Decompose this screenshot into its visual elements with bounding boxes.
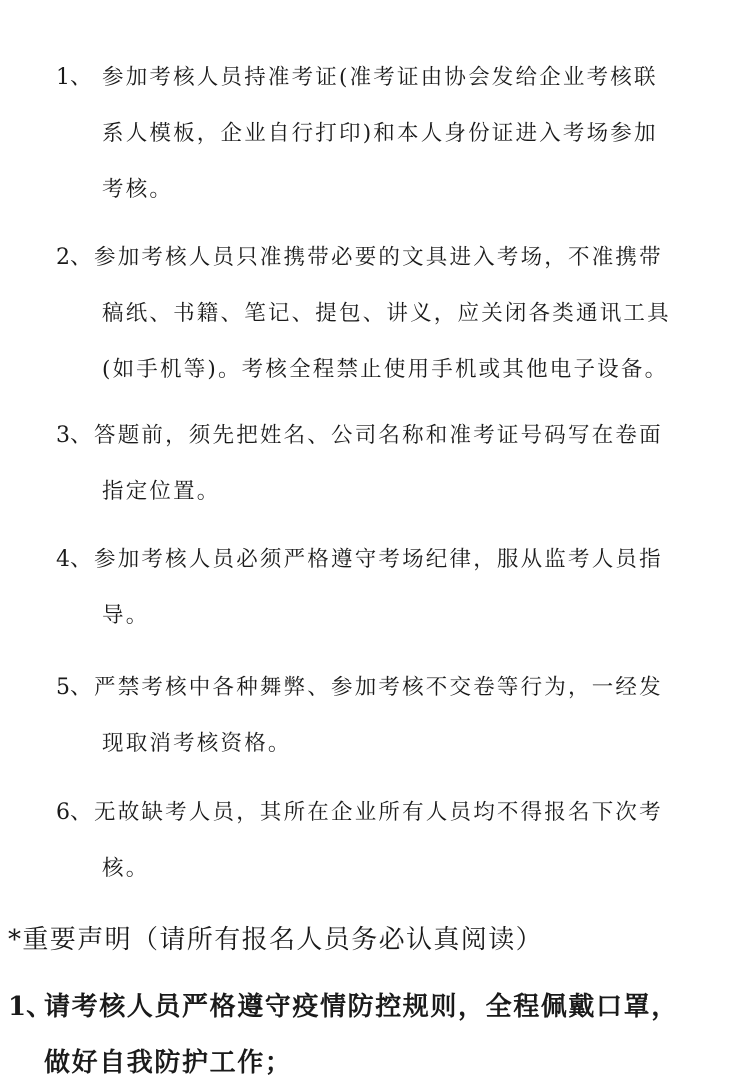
- rule-line: 参加考核人员持准考证(准考证由协会发给企业考核联: [102, 65, 658, 90]
- rule-text: [94, 532, 722, 644]
- rule-line: 系人模板，企业自行打印)和本人身份证进入考场参加: [102, 121, 658, 146]
- rule-line: 参加考核人员必须严格遵守考场纪律，服从监考人员指: [94, 547, 663, 572]
- rule-number: 6、: [56, 800, 92, 825]
- rule-line: 指定位置。: [102, 479, 221, 504]
- rule-line: 考核。: [102, 177, 174, 202]
- statement-item-1: [8, 979, 728, 1091]
- rule-text: [94, 230, 722, 398]
- statement-text: [44, 979, 728, 1091]
- rule-item-5: [56, 660, 722, 772]
- rule-text: [94, 785, 722, 897]
- rule-item-4: [56, 532, 722, 644]
- rule-number: 4、: [56, 547, 92, 572]
- statement-line: 请考核人员严格遵守疫情防控规则，全程佩戴口罩，: [44, 992, 679, 1022]
- rule-line: 严禁考核中各种舞弊、参加考核不交卷等行为，一经发: [94, 675, 663, 700]
- important-statement: [8, 915, 728, 1091]
- rule-line: 现取消考核资格。: [102, 731, 292, 756]
- rule-number: 5、: [56, 675, 92, 700]
- rule-item-6: [56, 785, 722, 897]
- rule-number: 1、: [56, 65, 92, 90]
- rule-line: 参加考核人员只准携带必要的文具进入考场，不准携带: [94, 245, 663, 270]
- rule-line: 稿纸、书籍、笔记、提包、讲义，应关闭各类通讯工具: [102, 301, 671, 326]
- rule-line: (如手机等)。考核全程禁止使用手机或其他电子设备。: [102, 357, 669, 382]
- rule-number: 2、: [56, 245, 92, 270]
- rule-number: 3、: [56, 423, 92, 448]
- rule-item-2: [56, 230, 722, 398]
- rule-line: 核。: [102, 856, 150, 881]
- statement-line: 做好自我防护工作；: [44, 1048, 293, 1078]
- statement-number: 1、: [8, 992, 53, 1022]
- rule-item-3: [56, 408, 722, 520]
- rule-text: [94, 660, 722, 772]
- rule-item-1: [56, 50, 722, 218]
- rule-text: [94, 408, 722, 520]
- rule-line: 导。: [102, 603, 150, 628]
- rule-line: 答题前，须先把姓名、公司名称和准考证号码写在卷面: [94, 423, 663, 448]
- statement-heading: *重要声明（请所有报名人员务必认真阅读）: [8, 925, 544, 955]
- rule-line: 无故缺考人员，其所在企业所有人员均不得报名下次考: [94, 800, 663, 825]
- rule-text: [102, 50, 722, 218]
